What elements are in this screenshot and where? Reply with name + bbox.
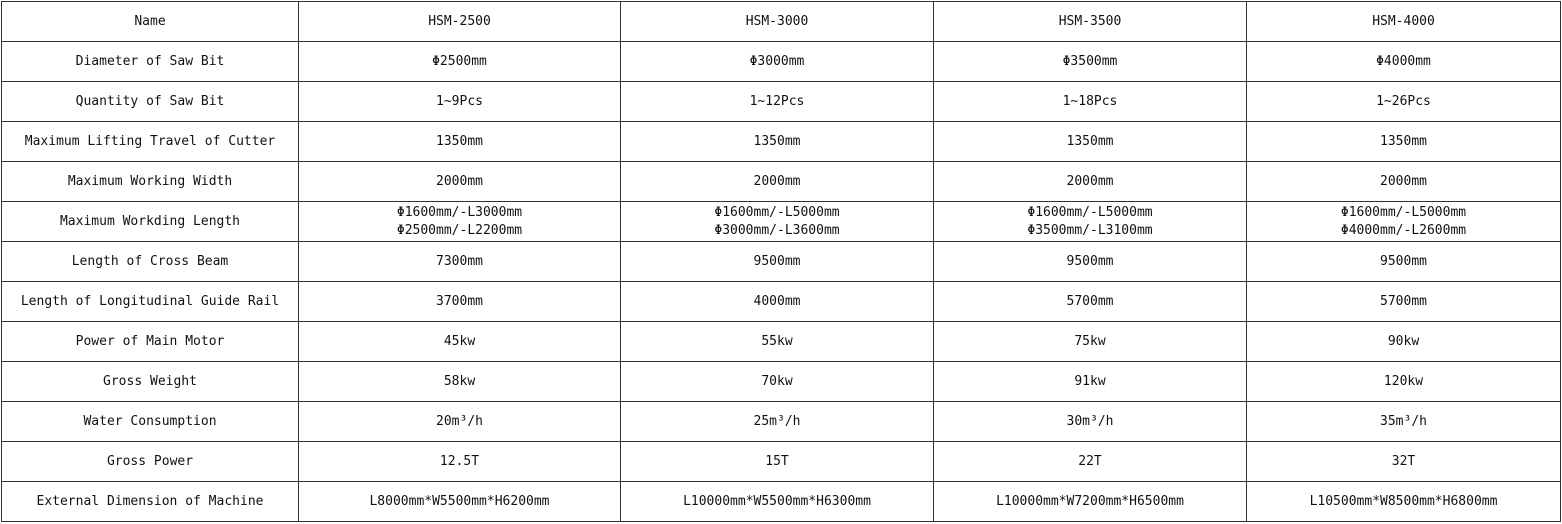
spec-value-line: Φ1600mm/-L5000mm [1027,204,1153,220]
table-row [2,202,1561,242]
spec-value-line: Φ4000mm/-L2600mm [1340,222,1467,238]
spec-value-cell: 2000mm [934,162,1247,202]
spec-value-cell: 30m³/h [934,402,1247,442]
table-row [2,322,1561,362]
row-label-cell: Gross Power [2,442,299,482]
row-label-cell: Gross Weight [2,362,299,402]
spec-value-line: Φ1600mm/-L3000mm [396,204,523,220]
spec-value-line: Φ3500mm/-L3100mm [1027,222,1153,238]
spec-value-cell: L10500mm*W8500mm*H6800mm [1247,482,1561,522]
spec-value-cell: L10000mm*W5500mm*H6300mm [621,482,934,522]
header-cell-model: HSM-3000 [621,2,934,42]
spec-value-cell: 90kw [1247,322,1561,362]
spec-value-cell: 91kw [934,362,1247,402]
row-label-cell: Diameter of Saw Bit [2,42,299,82]
row-label-cell: Maximum Working Width [2,162,299,202]
spec-value-cell: 25m³/h [621,402,934,442]
spec-value-line: Φ1600mm/-L5000mm [714,204,840,220]
table-row [2,442,1561,482]
spec-value-cell: 9500mm [1247,242,1561,282]
spec-value-cell: 75kw [934,322,1247,362]
spec-value-cell: 1350mm [299,122,621,162]
spec-value-cell: 3700mm [299,282,621,322]
header-cell-model: HSM-4000 [1247,2,1561,42]
spec-table [1,1,1561,522]
spec-value-cell: 1~9Pcs [299,82,621,122]
spec-value-cell: 45kw [299,322,621,362]
row-label-cell: Maximum Workding Length [2,202,299,242]
spec-value-cell: 7300mm [299,242,621,282]
spec-value-cell: Φ3500mm [934,42,1247,82]
spec-value-cell: 15T [621,442,934,482]
spec-value-cell: 35m³/h [1247,402,1561,442]
row-label-cell: Length of Longitudinal Guide Rail [2,282,299,322]
spec-value-line: Φ1600mm/-L5000mm [1340,204,1467,220]
spec-value-cell: Φ4000mm [1247,42,1561,82]
table-row [2,402,1561,442]
row-label-cell: Maximum Lifting Travel of Cutter [2,122,299,162]
table-row [2,282,1561,322]
spec-value-cell: 12.5T [299,442,621,482]
spec-value-cell [934,202,1247,242]
spec-value-cell: L10000mm*W7200mm*H6500mm [934,482,1247,522]
spec-value-cell: 2000mm [621,162,934,202]
spec-value-cell: Φ2500mm [299,42,621,82]
spec-value-cell: 9500mm [934,242,1247,282]
spec-value-cell: 2000mm [299,162,621,202]
spec-value-cell: 55kw [621,322,934,362]
spec-value-cell [1247,202,1561,242]
table-row [2,42,1561,82]
spec-value-cell: 1350mm [621,122,934,162]
spec-value-cell: Φ3000mm [621,42,934,82]
spec-value-cell: 1~26Pcs [1247,82,1561,122]
spec-value-cell: 120kw [1247,362,1561,402]
header-cell-model: HSM-2500 [299,2,621,42]
row-label-cell: Power of Main Motor [2,322,299,362]
header-cell-name: Name [2,2,299,42]
row-label-cell: Water Consumption [2,402,299,442]
row-label-cell: External Dimension of Machine [2,482,299,522]
spec-value-cell: 2000mm [1247,162,1561,202]
spec-value-cell: 1350mm [1247,122,1561,162]
header-cell-model: HSM-3500 [934,2,1247,42]
spec-value-cell: 58kw [299,362,621,402]
spec-value-cell: 1350mm [934,122,1247,162]
spec-value-line: Φ3000mm/-L3600mm [714,222,840,238]
table-row [2,82,1561,122]
spec-value-cell: 1~12Pcs [621,82,934,122]
table-row [2,122,1561,162]
spec-value-cell: 9500mm [621,242,934,282]
spec-value-cell: 1~18Pcs [934,82,1247,122]
spec-value-cell: 20m³/h [299,402,621,442]
spec-value-cell: 5700mm [934,282,1247,322]
spec-value-cell: 5700mm [1247,282,1561,322]
spec-value-cell: 32T [1247,442,1561,482]
spec-table-body [2,2,1561,522]
spec-value-cell: 70kw [621,362,934,402]
spec-value-cell: 22T [934,442,1247,482]
table-row [2,362,1561,402]
header-row [2,2,1561,42]
spec-value-cell [621,202,934,242]
table-row [2,242,1561,282]
spec-value-cell: L8000mm*W5500mm*H6200mm [299,482,621,522]
row-label-cell: Length of Cross Beam [2,242,299,282]
row-label-cell: Quantity of Saw Bit [2,82,299,122]
table-row [2,162,1561,202]
table-row [2,482,1561,522]
spec-value-cell [299,202,621,242]
spec-value-cell: 4000mm [621,282,934,322]
spec-value-line: Φ2500mm/-L2200mm [396,222,523,238]
